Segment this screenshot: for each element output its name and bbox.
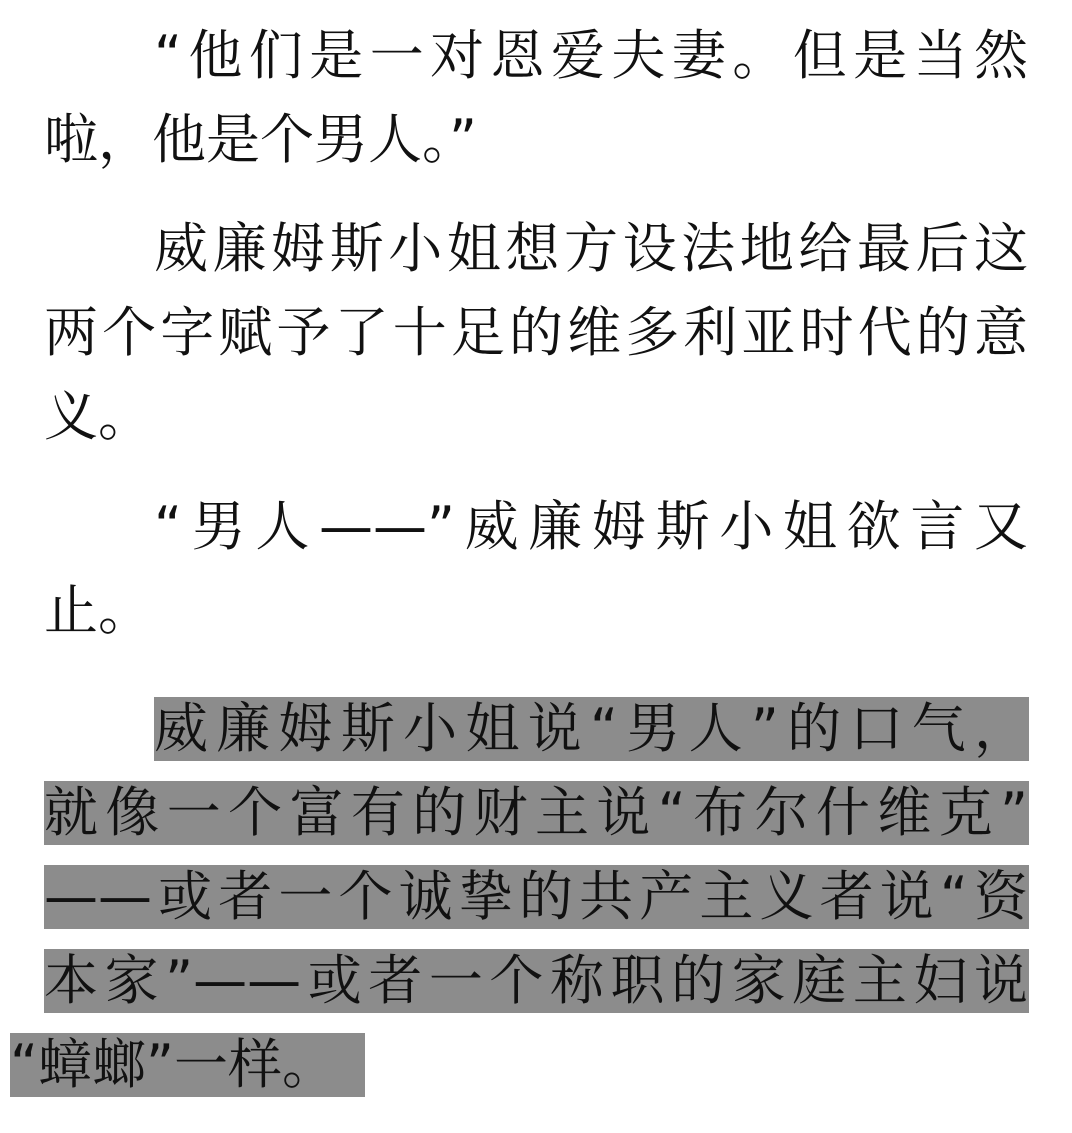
- paragraph-3-line-1: “男人——”威廉姆斯小姐欲言又: [154, 495, 1028, 558]
- paragraph-2-line-3: 义。: [44, 385, 152, 448]
- paragraph-1-line-2: 啦，他是个男人。”: [44, 108, 477, 171]
- paragraph-2-line-2: 两个字赋予了十足的维多利亚时代的意: [44, 301, 1028, 364]
- paragraph-3-line-2: 止。: [44, 579, 152, 642]
- paragraph-2-line-1: 威廉姆斯小姐想方设法地给最后这: [154, 217, 1028, 280]
- highlighted-paragraph-line-2: 就像一个富有的财主说“布尔什维克”: [44, 781, 1028, 844]
- highlighted-paragraph-line-3: ——或者一个诚挚的共产主义者说“资: [44, 865, 1028, 928]
- highlighted-paragraph-line-1: 威廉姆斯小姐说“男人”的口气，: [154, 697, 1028, 760]
- highlighted-paragraph-line-4: 本家”——或者一个称职的家庭主妇说: [44, 949, 1028, 1012]
- highlighted-paragraph-line-5: “蟑螂”一样。: [10, 1033, 336, 1096]
- paragraph-1-line-1: “他们是一对恩爱夫妻。但是当然: [154, 24, 1028, 87]
